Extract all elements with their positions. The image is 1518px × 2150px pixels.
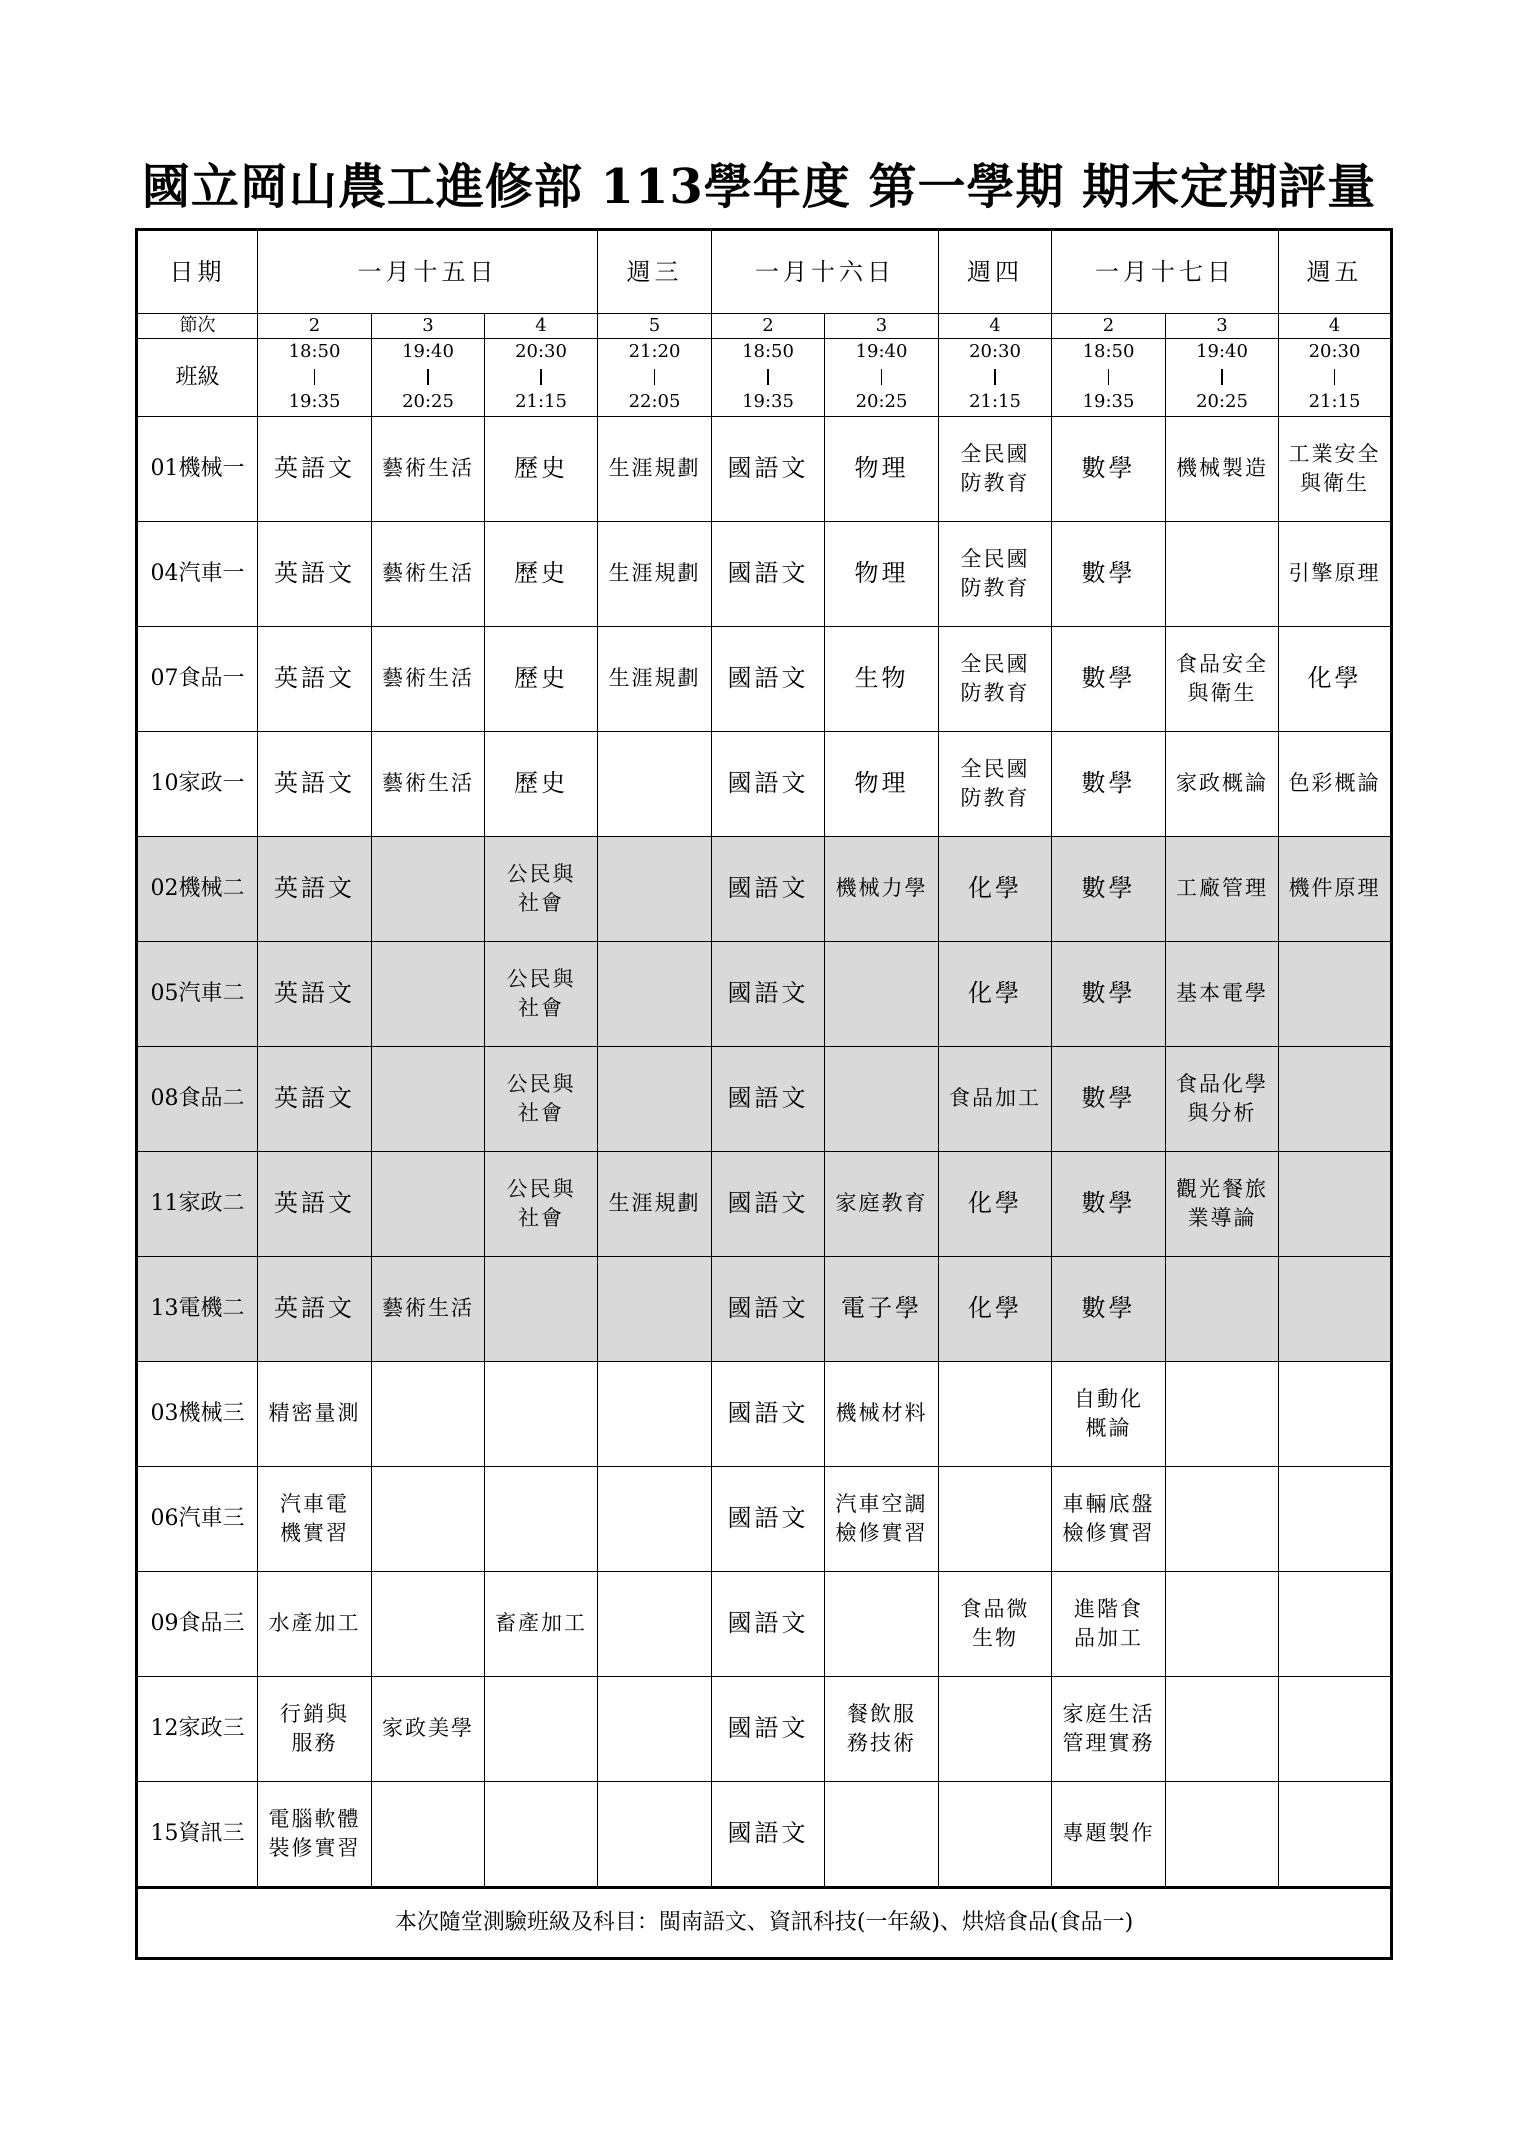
end-time-cell: 21:15 [939, 390, 1052, 417]
subject-cell [372, 1781, 485, 1887]
subject-text: 食品安全與衛生 [1175, 652, 1268, 705]
time-separator-bar [540, 369, 542, 385]
subject-cell [1052, 1571, 1166, 1676]
subject-cell: 英語文 [258, 941, 372, 1046]
subject-cell [1166, 1361, 1279, 1466]
class-row [137, 521, 1392, 626]
time-separator-cell [598, 365, 712, 389]
subject-text: 公民與社會 [506, 967, 576, 1020]
period-cell: 5 [598, 314, 712, 339]
subject-cell [372, 1046, 485, 1151]
subject-cell [1166, 1466, 1279, 1571]
subject-cell: 藝術生活 [372, 1256, 485, 1361]
subject-cell: 機械力學 [825, 836, 939, 941]
subject-cell: 水產加工 [258, 1571, 372, 1676]
end-time-cell: 19:35 [712, 390, 825, 417]
subject-cell: 國語文 [712, 1256, 825, 1361]
subject-cell: 引擎原理 [1279, 521, 1392, 626]
subject-text: 進階食品加工 [1074, 1597, 1143, 1650]
subject-cell: 數學 [1052, 521, 1166, 626]
subject-cell: 英語文 [258, 1046, 372, 1151]
period-cell: 3 [825, 314, 939, 339]
subject-cell [1052, 1466, 1166, 1571]
end-time-cell: 22:05 [598, 390, 712, 417]
start-time-row [137, 339, 1392, 366]
time-separator-bar [994, 369, 996, 385]
subject-text: 全民國防教育 [960, 442, 1030, 495]
subject-cell [258, 1781, 372, 1887]
start-time-cell: 20:30 [1279, 339, 1392, 366]
class-name: 07食品一 [137, 626, 258, 731]
subject-cell [372, 1151, 485, 1256]
period-cell: 4 [939, 314, 1052, 339]
day2-week: 週四 [939, 230, 1052, 314]
subject-text: 公民與社會 [506, 1177, 576, 1230]
subject-cell [598, 1571, 712, 1676]
end-time-cell: 20:25 [1166, 390, 1279, 417]
subject-cell [1279, 1466, 1392, 1571]
subject-cell: 數學 [1052, 1151, 1166, 1256]
class-row [137, 1361, 1392, 1466]
subject-cell [825, 1466, 939, 1571]
subject-cell: 生涯規劃 [598, 626, 712, 731]
subject-cell: 歷史 [485, 521, 598, 626]
time-separator-cell [258, 365, 372, 389]
subject-text: 公民與社會 [506, 1072, 576, 1125]
time-separator-cell [825, 365, 939, 389]
subject-cell: 歷史 [485, 626, 598, 731]
time-separator-cell [485, 365, 598, 389]
class-label: 班級 [137, 339, 258, 416]
subject-cell: 家庭教育 [825, 1151, 939, 1256]
subject-cell: 數學 [1052, 416, 1166, 521]
subject-cell: 國語文 [712, 1781, 825, 1887]
subject-cell: 數學 [1052, 626, 1166, 731]
class-row [137, 1571, 1392, 1676]
subject-cell: 生涯規劃 [598, 521, 712, 626]
period-cell: 2 [1052, 314, 1166, 339]
subject-cell: 國語文 [712, 1466, 825, 1571]
subject-cell: 食品加工 [939, 1046, 1052, 1151]
subject-cell: 數學 [1052, 941, 1166, 1046]
class-row [137, 626, 1392, 731]
start-time-cell: 18:50 [712, 339, 825, 366]
subject-cell [372, 836, 485, 941]
subject-cell: 英語文 [258, 1151, 372, 1256]
subject-cell: 英語文 [258, 836, 372, 941]
subject-cell [1166, 521, 1279, 626]
subject-cell: 藝術生活 [372, 521, 485, 626]
subject-cell [939, 521, 1052, 626]
subject-cell: 英語文 [258, 1256, 372, 1361]
subject-cell: 化學 [939, 1151, 1052, 1256]
end-time-cell: 21:15 [485, 390, 598, 417]
subject-cell: 國語文 [712, 521, 825, 626]
subject-text: 車輛底盤檢修實習 [1062, 1492, 1155, 1545]
time-separator-bar [427, 369, 429, 385]
subject-cell: 物理 [825, 731, 939, 836]
time-separator-bar [1221, 369, 1223, 385]
subject-cell [939, 1571, 1052, 1676]
subject-cell: 數學 [1052, 731, 1166, 836]
subject-cell [1166, 1046, 1279, 1151]
subject-cell: 藝術生活 [372, 626, 485, 731]
subject-cell: 物理 [825, 416, 939, 521]
subject-cell: 歷史 [485, 416, 598, 521]
date-label: 日期 [137, 230, 258, 314]
time-separator-cell [1279, 365, 1392, 389]
subject-cell: 藝術生活 [372, 731, 485, 836]
subject-cell [485, 1466, 598, 1571]
subject-cell [939, 416, 1052, 521]
period-cell: 2 [712, 314, 825, 339]
subject-cell [825, 1046, 939, 1151]
subject-text: 食品微生物 [960, 1597, 1030, 1650]
subject-cell: 機械製造 [1166, 416, 1279, 521]
subject-cell: 電子學 [825, 1256, 939, 1361]
subject-text: 電腦軟體裝修實習 [268, 1807, 361, 1860]
subject-text: 行銷與服務 [280, 1702, 349, 1755]
subject-cell [258, 1466, 372, 1571]
end-time-cell: 20:25 [372, 390, 485, 417]
subject-cell [825, 1571, 939, 1676]
class-name: 03機械三 [137, 1361, 258, 1466]
subject-text: 全民國防教育 [960, 652, 1030, 705]
subject-cell [372, 941, 485, 1046]
time-separator-cell [372, 365, 485, 389]
class-row [137, 1151, 1392, 1256]
subject-cell [598, 941, 712, 1046]
subject-cell: 化學 [939, 941, 1052, 1046]
start-time-cell: 21:20 [598, 339, 712, 366]
time-separator-cell [1052, 365, 1166, 389]
subject-cell [1279, 1256, 1392, 1361]
end-time-cell: 20:25 [825, 390, 939, 417]
end-time-cell: 19:35 [1052, 390, 1166, 417]
subject-text: 食品化學與分析 [1175, 1072, 1268, 1125]
subject-cell: 工廠管理 [1166, 836, 1279, 941]
time-separator-bar [767, 369, 769, 385]
end-time-cell: 19:35 [258, 390, 372, 417]
start-time-cell: 19:40 [372, 339, 485, 366]
subject-cell: 生涯規劃 [598, 1151, 712, 1256]
subject-cell [1279, 1676, 1392, 1781]
class-name: 12家政三 [137, 1676, 258, 1781]
subject-cell [939, 1466, 1052, 1571]
subject-cell: 化學 [939, 836, 1052, 941]
subject-cell: 機械材料 [825, 1361, 939, 1466]
subject-cell [825, 1676, 939, 1781]
time-separator-row [137, 365, 1392, 389]
period-label: 節次 [137, 314, 258, 339]
subject-cell: 家政概論 [1166, 731, 1279, 836]
subject-cell [1166, 1781, 1279, 1887]
subject-text: 觀光餐旅業導論 [1175, 1177, 1268, 1230]
time-separator-bar [314, 369, 316, 385]
subject-cell [939, 626, 1052, 731]
subject-cell: 藝術生活 [372, 416, 485, 521]
class-row [137, 836, 1392, 941]
subject-cell: 數學 [1052, 1256, 1166, 1361]
day1-week: 週三 [598, 230, 712, 314]
subject-cell: 生涯規劃 [598, 416, 712, 521]
period-row [137, 314, 1392, 339]
start-time-cell: 19:40 [825, 339, 939, 366]
subject-cell: 專題製作 [1052, 1781, 1166, 1887]
subject-cell [1052, 1361, 1166, 1466]
subject-cell: 色彩概論 [1279, 731, 1392, 836]
period-cell: 2 [258, 314, 372, 339]
date-header-row [137, 230, 1392, 314]
subject-cell [939, 1676, 1052, 1781]
class-name: 05汽車二 [137, 941, 258, 1046]
start-time-cell: 20:30 [939, 339, 1052, 366]
day2-date: 一月十六日 [712, 230, 939, 314]
subject-cell [598, 1046, 712, 1151]
subject-cell: 物理 [825, 521, 939, 626]
class-name: 04汽車一 [137, 521, 258, 626]
subject-cell: 國語文 [712, 1046, 825, 1151]
class-name: 15資訊三 [137, 1781, 258, 1887]
subject-cell: 數學 [1052, 1046, 1166, 1151]
time-separator-cell [1166, 365, 1279, 389]
subject-cell [485, 941, 598, 1046]
class-name: 06汽車三 [137, 1466, 258, 1571]
time-separator-bar [654, 369, 656, 385]
subject-cell [598, 1781, 712, 1887]
day1-date: 一月十五日 [258, 230, 598, 314]
subject-text: 全民國防教育 [960, 547, 1030, 600]
subject-cell [258, 1676, 372, 1781]
class-name: 08食品二 [137, 1046, 258, 1151]
subject-cell: 國語文 [712, 1676, 825, 1781]
subject-cell: 畜產加工 [485, 1571, 598, 1676]
class-name: 09食品三 [137, 1571, 258, 1676]
subject-cell: 國語文 [712, 836, 825, 941]
subject-text: 汽車空調檢修實習 [835, 1492, 928, 1545]
subject-cell [1166, 1256, 1279, 1361]
subject-cell [1279, 1046, 1392, 1151]
subject-cell [485, 1046, 598, 1151]
subject-cell: 國語文 [712, 1571, 825, 1676]
start-time-cell: 18:50 [258, 339, 372, 366]
subject-cell [1279, 416, 1392, 521]
day3-date: 一月十七日 [1052, 230, 1279, 314]
start-time-cell: 18:50 [1052, 339, 1166, 366]
subject-cell [598, 731, 712, 836]
note-row [137, 1887, 1392, 1958]
subject-cell: 英語文 [258, 521, 372, 626]
end-time-cell: 21:15 [1279, 390, 1392, 417]
subject-cell: 國語文 [712, 416, 825, 521]
subject-cell: 生物 [825, 626, 939, 731]
subject-cell: 國語文 [712, 626, 825, 731]
subject-cell [485, 1151, 598, 1256]
subject-cell [825, 941, 939, 1046]
time-separator-bar [1334, 369, 1336, 385]
subject-cell [372, 1571, 485, 1676]
subject-cell [485, 1256, 598, 1361]
subject-cell: 精密量測 [258, 1361, 372, 1466]
subject-cell [485, 1781, 598, 1887]
subject-cell [598, 1361, 712, 1466]
class-row [137, 731, 1392, 836]
subject-cell: 國語文 [712, 941, 825, 1046]
subject-cell [1279, 1781, 1392, 1887]
subject-cell: 家政美學 [372, 1676, 485, 1781]
subject-cell: 英語文 [258, 731, 372, 836]
subject-text: 汽車電機實習 [280, 1492, 349, 1545]
period-cell: 4 [1279, 314, 1392, 339]
subject-cell [598, 836, 712, 941]
subject-cell [598, 1256, 712, 1361]
subject-cell [1279, 1151, 1392, 1256]
subject-cell: 基本電學 [1166, 941, 1279, 1046]
class-name: 11家政二 [137, 1151, 258, 1256]
time-separator-cell [712, 365, 825, 389]
time-separator-cell [939, 365, 1052, 389]
subject-cell [1279, 941, 1392, 1046]
time-separator-bar [881, 369, 883, 385]
class-name: 13電機二 [137, 1256, 258, 1361]
subject-cell [485, 1361, 598, 1466]
subject-cell: 數學 [1052, 836, 1166, 941]
subject-cell [1052, 1676, 1166, 1781]
exam-schedule-table [135, 228, 1393, 1960]
subject-text: 公民與社會 [506, 862, 576, 915]
subject-cell: 國語文 [712, 1151, 825, 1256]
subject-text: 家庭生活管理實務 [1062, 1702, 1155, 1755]
subject-cell [1279, 1571, 1392, 1676]
subject-cell: 英語文 [258, 626, 372, 731]
subject-cell [485, 1676, 598, 1781]
start-time-cell: 20:30 [485, 339, 598, 366]
subject-cell [372, 1466, 485, 1571]
subject-cell: 英語文 [258, 416, 372, 521]
subject-cell [598, 1676, 712, 1781]
subject-cell: 國語文 [712, 1361, 825, 1466]
class-name: 10家政一 [137, 731, 258, 836]
subject-text: 自動化概論 [1074, 1387, 1143, 1440]
subject-cell: 化學 [1279, 626, 1392, 731]
class-row [137, 1676, 1392, 1781]
subject-cell [1166, 626, 1279, 731]
subject-cell: 國語文 [712, 731, 825, 836]
start-time-cell: 19:40 [1166, 339, 1279, 366]
day3-week: 週五 [1279, 230, 1392, 314]
subject-cell: 化學 [939, 1256, 1052, 1361]
subject-cell [939, 731, 1052, 836]
class-row [137, 1256, 1392, 1361]
subject-text: 全民國防教育 [960, 757, 1030, 810]
subject-cell [825, 1781, 939, 1887]
subject-cell [939, 1361, 1052, 1466]
quiz-note: 本次隨堂測驗班級及科目：閩南語文、資訊科技(一年級)、烘焙食品(食品一) [137, 1887, 1392, 1958]
subject-text: 工業安全與衛生 [1288, 442, 1381, 495]
period-cell: 3 [372, 314, 485, 339]
end-time-row [137, 390, 1392, 417]
class-name: 02機械二 [137, 836, 258, 941]
subject-cell [939, 1781, 1052, 1887]
subject-cell [598, 1466, 712, 1571]
subject-cell [1166, 1151, 1279, 1256]
time-separator-bar [1108, 369, 1110, 385]
subject-cell [1166, 1571, 1279, 1676]
page-title: 國立岡山農工進修部 113學年度 第一學期 期末定期評量 [141, 159, 1377, 215]
class-row [137, 941, 1392, 1046]
period-cell: 4 [485, 314, 598, 339]
subject-text: 餐飲服務技術 [847, 1702, 916, 1755]
subject-cell [1166, 1676, 1279, 1781]
subject-cell: 歷史 [485, 731, 598, 836]
class-row [137, 1781, 1392, 1887]
subject-cell [372, 1361, 485, 1466]
class-row [137, 1046, 1392, 1151]
class-row [137, 416, 1392, 521]
subject-cell [1279, 1361, 1392, 1466]
subject-cell: 機件原理 [1279, 836, 1392, 941]
class-name: 01機械一 [137, 416, 258, 521]
period-cell: 3 [1166, 314, 1279, 339]
class-row [137, 1466, 1392, 1571]
subject-cell [485, 836, 598, 941]
